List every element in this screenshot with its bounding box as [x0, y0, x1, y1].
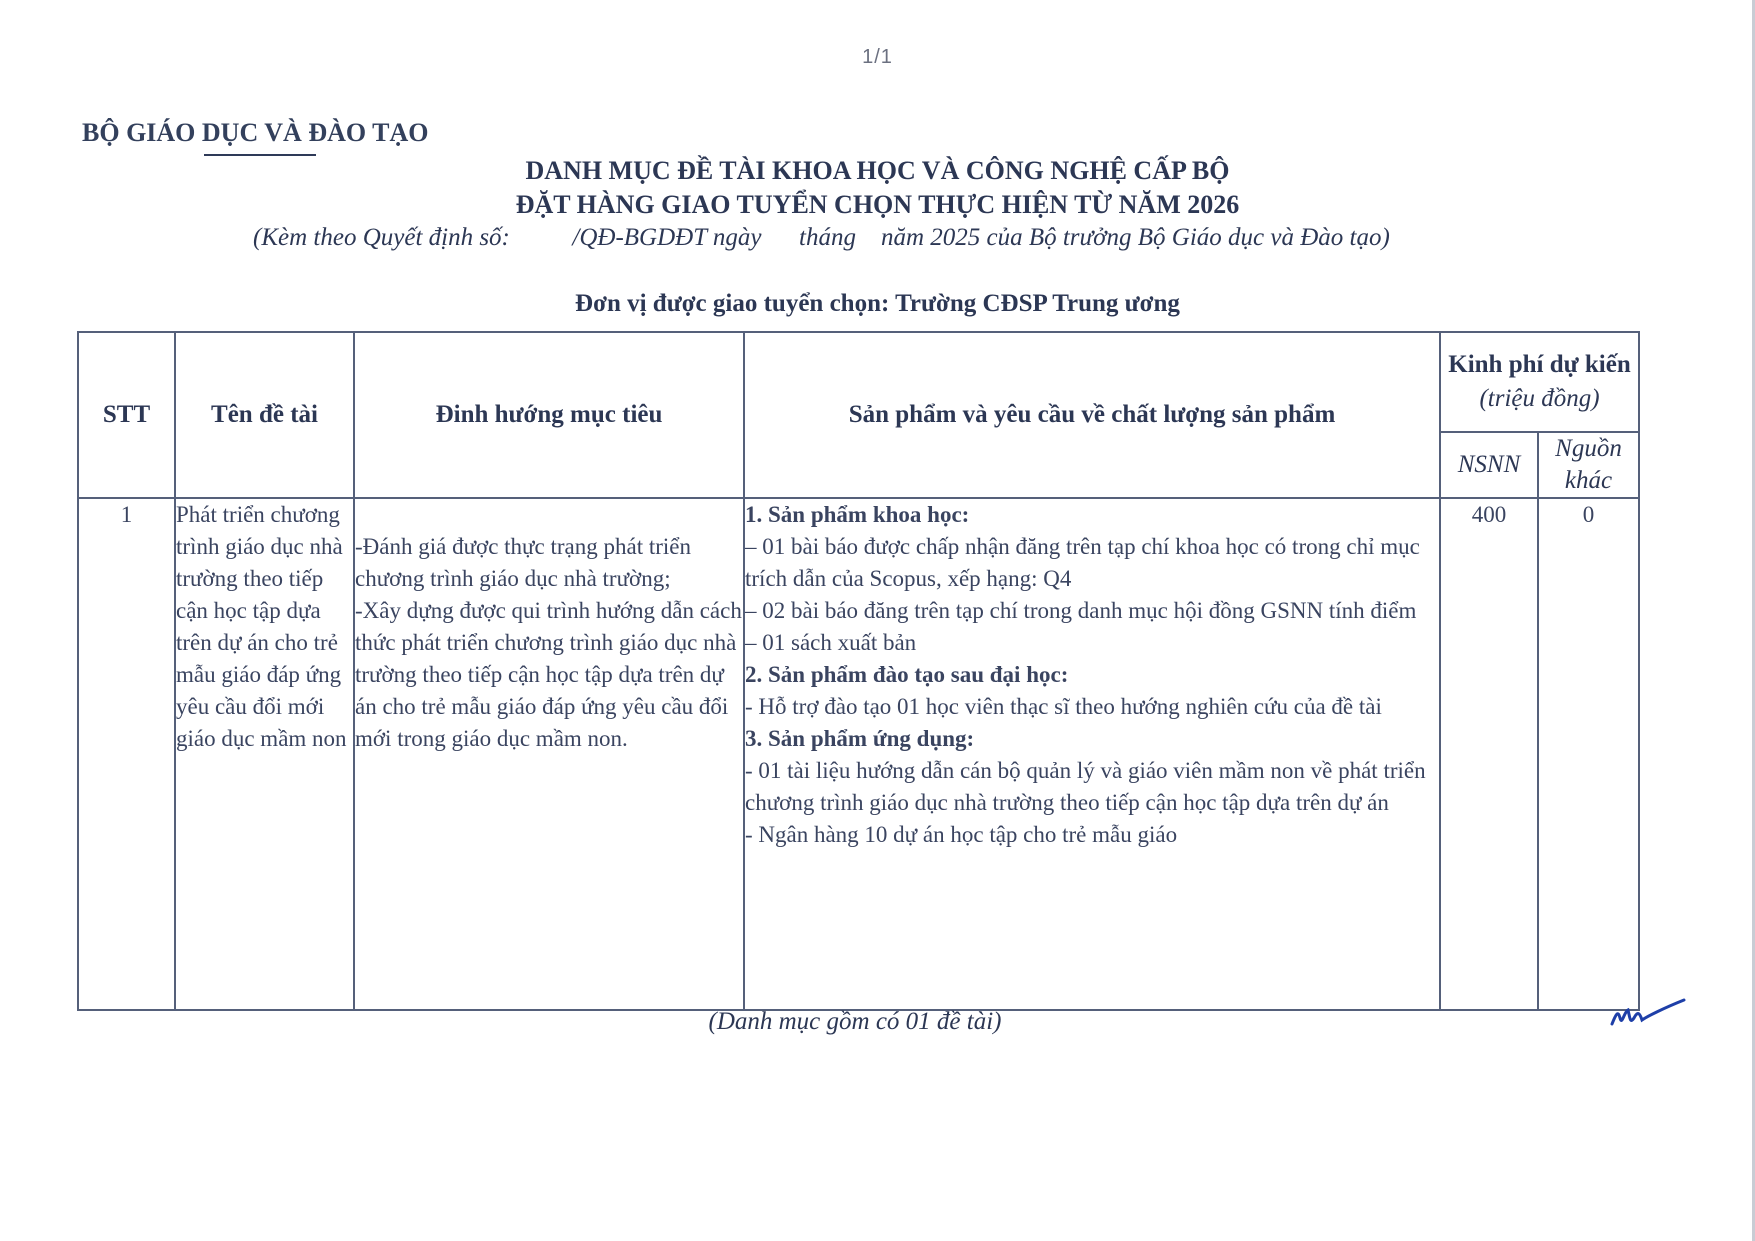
page-number: 1/1 [862, 46, 893, 68]
row-other-source: 0 [1538, 498, 1639, 1010]
product-heading: 3. Sản phẩm ứng dụng: [745, 726, 975, 751]
header-budget-label: Kinh phí dự kiến [1448, 351, 1631, 378]
header-nsnn: NSNN [1440, 432, 1538, 498]
footnote: (Danh mục gồm có 01 đề tài) [708, 1008, 1002, 1035]
product-item: – 01 bài báo được chấp nhận đăng trên tạp chí khoa học có trong chỉ mục trích dẫn của Scopus, xếp hạng: Q4 [745, 534, 1420, 591]
header-products: Sản phẩm và yêu cầu về chất lượng sản phẩm [744, 332, 1440, 498]
decision-reference: (Kèm theo Quyết định số: /QĐ-BGDĐT ngày tháng năm 2025 của Bộ trưởng Bộ Giáo dục và Đào tạo) [253, 224, 1390, 251]
table-row [78, 498, 1639, 1010]
assigned-unit: Đơn vị được giao tuyển chọn: Trường CĐSP Trung ương [575, 290, 1180, 317]
row-goals [354, 498, 744, 1010]
product-item: – 02 bài báo đăng trên tạp chí trong danh mục hội đồng GSNN tính điểm [745, 598, 1417, 623]
topic-table [77, 331, 1640, 1011]
document-title-line-2: ĐẶT HÀNG GIAO TUYỂN CHỌN THỰC HIỆN TỪ NĂM 2026 [515, 190, 1240, 219]
header-stt: STT [78, 332, 175, 498]
signature-mark [1608, 996, 1688, 1032]
row-topic: Phát triển chương trình giáo dục nhà trường theo tiếp cận học tập dựa trên dự án cho trẻ mẫu giáo đáp ứng yêu cầu đổi mới giáo dục mầm non [175, 498, 354, 1010]
product-item: - 01 tài liệu hướng dẫn cán bộ quản lý và giáo viên mầm non về phát triển chương trình giáo dục nhà trường theo tiếp cận học tập dựa trên dự án [745, 758, 1426, 815]
row-products [744, 498, 1440, 1010]
product-item: - Hỗ trợ đào tạo 01 học viên thạc sĩ theo hướng nghiên cứu của đề tài [745, 694, 1382, 719]
header-goals: Đinh hướng mục tiêu [354, 332, 744, 498]
product-heading: 2. Sản phẩm đào tạo sau đại học: [745, 662, 1069, 687]
row-nsnn: 400 [1440, 498, 1538, 1010]
goal-item: -Đánh giá được thực trạng phát triển chương trình giáo dục nhà trường; [355, 534, 691, 591]
goal-item: -Xây dựng được qui trình hướng dẫn cách thức phát triển chương trình giáo dục nhà trường theo tiếp cận học tập dựa trên dự án cho trẻ mẫu giáo đáp ứng yêu cầu đổi mới trong giáo dục mầm non. [355, 598, 742, 751]
product-heading: 1. Sản phẩm khoa học: [745, 502, 970, 527]
row-stt: 1 [78, 498, 175, 1010]
header-budget [1440, 332, 1639, 432]
header-other-source: Nguồn khác [1538, 432, 1639, 498]
product-item: - Ngân hàng 10 dự án học tập cho trẻ mẫu giáo [745, 822, 1178, 847]
header-topic: Tên đề tài [175, 332, 354, 498]
header-budget-unit: (triệu đồng) [1479, 385, 1600, 412]
ministry-name: BỘ GIÁO DỤC VÀ ĐÀO TẠO [82, 118, 429, 147]
product-item: – 01 sách xuất bản [745, 630, 917, 655]
document-title-line-1: DANH MỤC ĐỀ TÀI KHOA HỌC VÀ CÔNG NGHỆ CẤP BỘ [525, 156, 1230, 185]
